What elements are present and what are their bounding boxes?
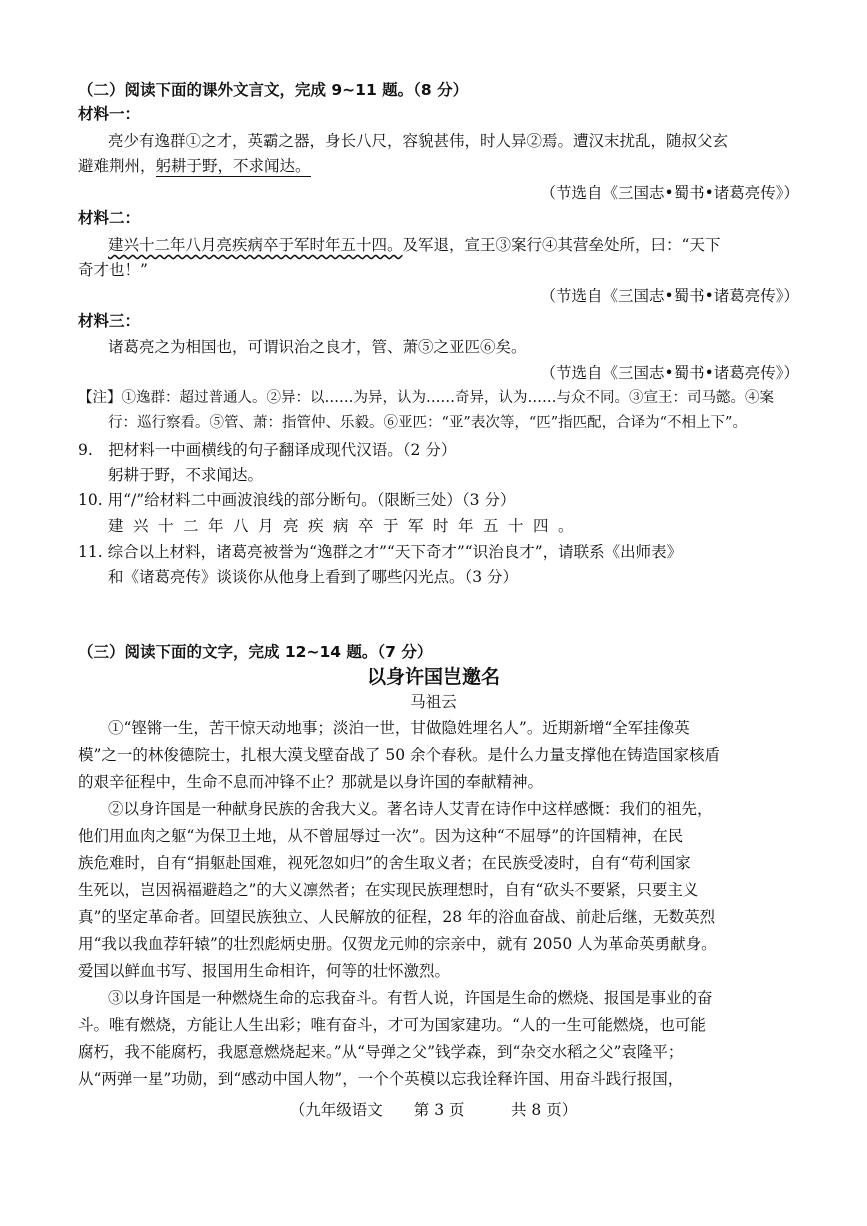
paragraph-line: 生死以，岂因祸福避趋之”的大义凛然者；在实现民族理想时，自有“砍头不要紧，只要主义 bbox=[78, 881, 699, 899]
section3-heading: （三）阅读下面的文字，完成 12~14 题。（7 分） bbox=[78, 643, 433, 661]
material1-line2 bbox=[78, 154, 311, 178]
material3-label: 材料三： bbox=[78, 312, 141, 330]
material2-label: 材料二： bbox=[78, 209, 141, 227]
material1-line2-text: 避难荆州， bbox=[78, 157, 156, 175]
paragraph-line: 他们用血肉之躯“为保卫土地，从不曾屈辱过一次”。因为这种“不屈辱”的许国精神，在民 bbox=[78, 827, 684, 845]
question9-sentence: 躬耕于野，不求闻达。 bbox=[108, 466, 264, 484]
material1-source: （节选自《三国志•蜀书•诸葛亮传》） bbox=[540, 184, 799, 202]
page-footer: （九年级语文 第 3 页 共 8 页） bbox=[289, 1101, 578, 1119]
paragraph-line: 从“两弹一星”功勋，到“感动中国人物”，一个个英模以忘我诠释许国、用奋斗践行报国， bbox=[78, 1070, 684, 1088]
paragraph-line: 的艰辛征程中，生命不息而冲锋不止？那就是以身许国的奉献精神。 bbox=[78, 773, 544, 791]
question11-line1: 11. 综合以上材料，诸葛亮被誉为“逸群之才”“天下奇才”“识治良才”，请联系《出师表》 bbox=[78, 543, 683, 561]
article-title: 以身许国岂邀名 bbox=[366, 666, 500, 688]
paragraph-line: ②以身许国是一种献身民族的舍我大义。著名诗人艾青在诗作中这样感慨：我们的祖先， bbox=[108, 800, 713, 818]
note-line1: 【注】①逸群：超过普通人。②异：以……为异，认为……奇异，认为……与众不同。③宣王：司马懿。④案 bbox=[78, 390, 774, 406]
material2-wavy-text: 建兴十二年八月亮疾病卒于军时年五十四。 bbox=[108, 236, 403, 254]
question10: 10. 用“/”给材料二中画波浪线的部分断句。（限断三处）（3 分） bbox=[78, 491, 516, 509]
material1-underlined-sentence: 躬耕于野，不求闻达。 bbox=[155, 157, 311, 175]
paragraph-line: 腐朽，我不能腐朽，我愿意燃烧起来。”从“导弹之父”钱学森，到“杂交水稻之父”袁隆平； bbox=[78, 1043, 684, 1061]
paragraph-line: 真”的坚定革命者。回望民族独立、人民解放的征程，28 年的浴血奋战、前赴后继，无数英烈 bbox=[78, 908, 716, 926]
material2-source: （节选自《三国志•蜀书•诸葛亮传》） bbox=[540, 287, 799, 305]
paragraph-line: 族危难时，自有“捐躯赴国难，视死忽如归”的舍生取义者；在民族受凌时，自有“苟利国家 bbox=[78, 854, 691, 872]
question9: 9. 把材料一中画横线的句子翻译成现代汉语。（2 分） bbox=[78, 441, 457, 459]
paragraph-line: 斗。唯有燃烧，方能让人生出彩；唯有奋斗，才可为国家建功。“人的一生可能燃烧，也可能 bbox=[78, 1016, 706, 1034]
paragraph-line: 模”之一的林俊德院士，扎根大漠戈壁奋战了 50 余个春秋。是什么力量支撑他在铸造国家核盾 bbox=[78, 746, 721, 764]
material2-line1-rest: 及军退，宣王③案行④其营垒处所，曰：“天下 bbox=[402, 236, 721, 254]
paragraph-line: ③以身许国是一种燃烧生命的忘我奋斗。有哲人说，许国是生命的燃烧、报国是事业的奋 bbox=[108, 989, 713, 1007]
material2-line1 bbox=[108, 233, 720, 257]
material1-line1: 亮少有逸群①之才，英霸之器，身长八尺，容貌甚伟，时人异②焉。遭汉末扰乱，随叔父玄 bbox=[108, 132, 729, 150]
paragraph-line: 用“我以我血荐轩辕”的壮烈彪炳史册。仅贺龙元帅的宗亲中，就有 2050 人为革命英勇献身。 bbox=[78, 935, 717, 953]
question11-line2: 和《诸葛亮传》谈谈你从他身上看到了哪些闪光点。（3 分） bbox=[108, 568, 519, 586]
material3-line1: 诸葛亮之为相国也，可谓识治之良才，管、萧⑤之亚匹⑥矣。 bbox=[108, 338, 527, 356]
paragraph-line: 爱国以鲜血书写、报国用生命相许，何等的壮怀激烈。 bbox=[78, 962, 451, 980]
paragraph-line: ①“铿锵一生，苦干惊天动地事；淡泊一世，甘做隐姓埋名人”。近期新增“全军挂像英 bbox=[108, 719, 690, 737]
note-line2: 行：巡行察看。⑤管、萧：指管仲、乐毅。⑥亚匹：“亚”表次等，“匹”指匹配，合译为“不相上下”。 bbox=[108, 415, 747, 431]
material3-source: （节选自《三国志•蜀书•诸葛亮传》） bbox=[540, 364, 799, 382]
material2-line2: 奇才也！” bbox=[78, 261, 148, 279]
section2-heading: （二）阅读下面的课外文言文，完成 9~11 题。（8 分） bbox=[78, 81, 469, 99]
material1-label: 材料一： bbox=[78, 105, 141, 123]
article-author: 马祖云 bbox=[410, 693, 457, 711]
question10-sentence: 建兴十二年八月亮疾病卒于军时年五十四。 bbox=[108, 517, 584, 535]
